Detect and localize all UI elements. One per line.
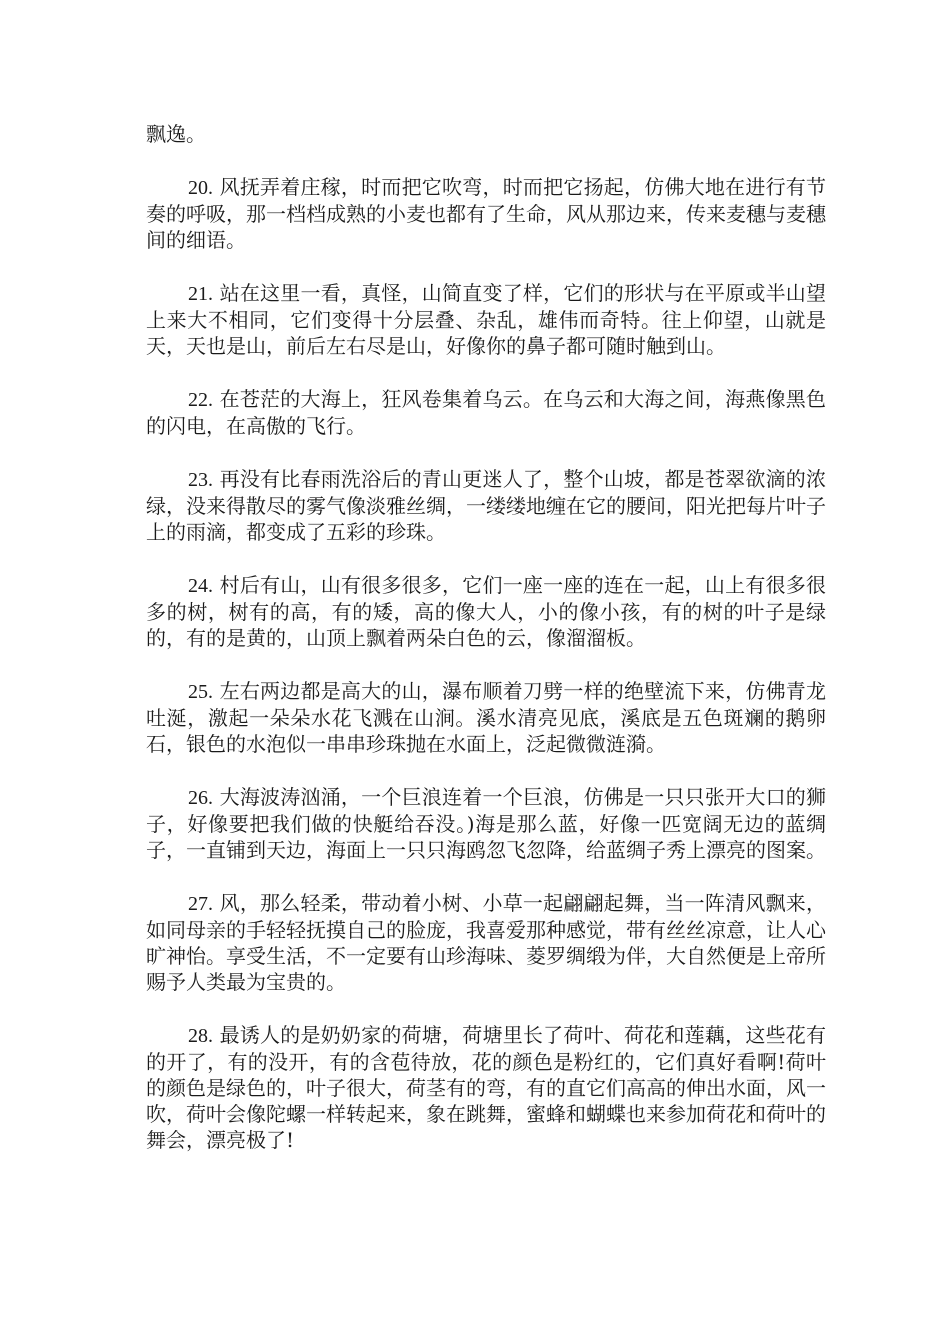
paragraph-number: 23. bbox=[188, 469, 213, 491]
paragraph-number: 26. bbox=[188, 787, 213, 809]
paragraph-number: 28. bbox=[188, 1025, 213, 1047]
paragraph-28 bbox=[146, 1022, 826, 1153]
paragraph-text: 再没有比春雨洗浴后的青山更迷人了，整个山坡，都是苍翠欲滴的浓绿，没来得散尽的雾气像淡雅丝绸，一缕缕地缠在它的腰间，阳光把每片叶子上的雨滴，都变成了五彩的珍珠。 bbox=[146, 467, 827, 544]
paragraph-27 bbox=[146, 890, 826, 995]
paragraph-text: 左右两边都是高大的山，瀑布顺着刀劈一样的绝壁流下来，仿佛青龙吐涎，激起一朵朵水花飞溅在山涧。溪水清亮见底，溪底是五色斑斓的鹅卵石，银色的水泡似一串串珍珠抛在水面上，泛起微微涟漪。 bbox=[146, 679, 827, 756]
paragraph-number: 22. bbox=[188, 389, 213, 411]
lead-text: 飘逸。 bbox=[146, 122, 206, 146]
paragraph-text: 站在这里一看，真怪，山简直变了样，它们的形状与在平原或半山望上来大不相同，它们变得十分层叠、杂乱，雄伟而奇特。往上仰望，山就是天，天也是山，前后左右尽是山，好像你的鼻子都可随时触到山。 bbox=[146, 281, 827, 358]
paragraph-number: 20. bbox=[188, 177, 213, 199]
paragraph-26 bbox=[146, 784, 826, 863]
paragraph-number: 24. bbox=[188, 575, 213, 597]
paragraph-20 bbox=[146, 174, 826, 253]
paragraph-21 bbox=[146, 280, 826, 359]
paragraph-text: 大海波涛汹涌，一个巨浪连着一个巨浪，仿佛是一只只张开大口的狮子，好像要把我们做的快艇给吞没。)海是那么蓝，好像一匹宽阔无边的蓝绸子，一直铺到天边，海面上一只只海鸥忽飞忽降，给蓝绸子秀上漂亮的图案。 bbox=[146, 785, 827, 862]
paragraph-23 bbox=[146, 466, 826, 545]
document-body bbox=[146, 121, 826, 1180]
paragraph-text: 在苍茫的大海上，狂风卷集着乌云。在乌云和大海之间，海燕像黑色的闪电，在高傲的飞行。 bbox=[146, 387, 827, 438]
paragraph-text: 最诱人的是奶奶家的荷塘，荷塘里长了荷叶、荷花和莲藕，这些花有的开了，有的没开，有的含苞待放，花的颜色是粉红的，它们真好看啊!荷叶的颜色是绿色的，叶子很大，荷茎有的弯，有的直它们高高的伸出水面，风一吹，荷叶会像陀螺一样转起来，象在跳舞，蜜蜂和蝴蝶也来参加荷花和荷叶的舞会，漂亮极了! bbox=[146, 1023, 827, 1152]
paragraph-number: 25. bbox=[188, 681, 213, 703]
paragraph-number: 21. bbox=[188, 283, 213, 305]
paragraph-text: 风，那么轻柔，带动着小树、小草一起翩翩起舞，当一阵清风飘来，如同母亲的手轻轻抚摸自己的脸庞，我喜爱那种感觉，带有丝丝凉意，让人心旷神怡。享受生活，不一定要有山珍海味、菱罗绸缎为伴，大自然便是上帝所赐予人类最为宝贵的。 bbox=[146, 891, 827, 994]
paragraph-number: 27. bbox=[188, 893, 213, 915]
paragraph-22 bbox=[146, 386, 826, 439]
paragraph-text: 村后有山，山有很多很多，它们一座一座的连在一起，山上有很多很多的树，树有的高，有的矮，高的像大人，小的像小孩，有的树的叶子是绿的，有的是黄的，山顶上飘着两朵白色的云，像溜溜板。 bbox=[146, 573, 827, 650]
paragraph-25 bbox=[146, 678, 826, 757]
paragraph-text: 风抚弄着庄稼，时而把它吹弯，时而把它扬起，仿佛大地在进行有节奏的呼吸，那一档档成熟的小麦也都有了生命，风从那边来，传来麦穗与麦穗间的细语。 bbox=[146, 175, 827, 252]
paragraph-24 bbox=[146, 572, 826, 651]
